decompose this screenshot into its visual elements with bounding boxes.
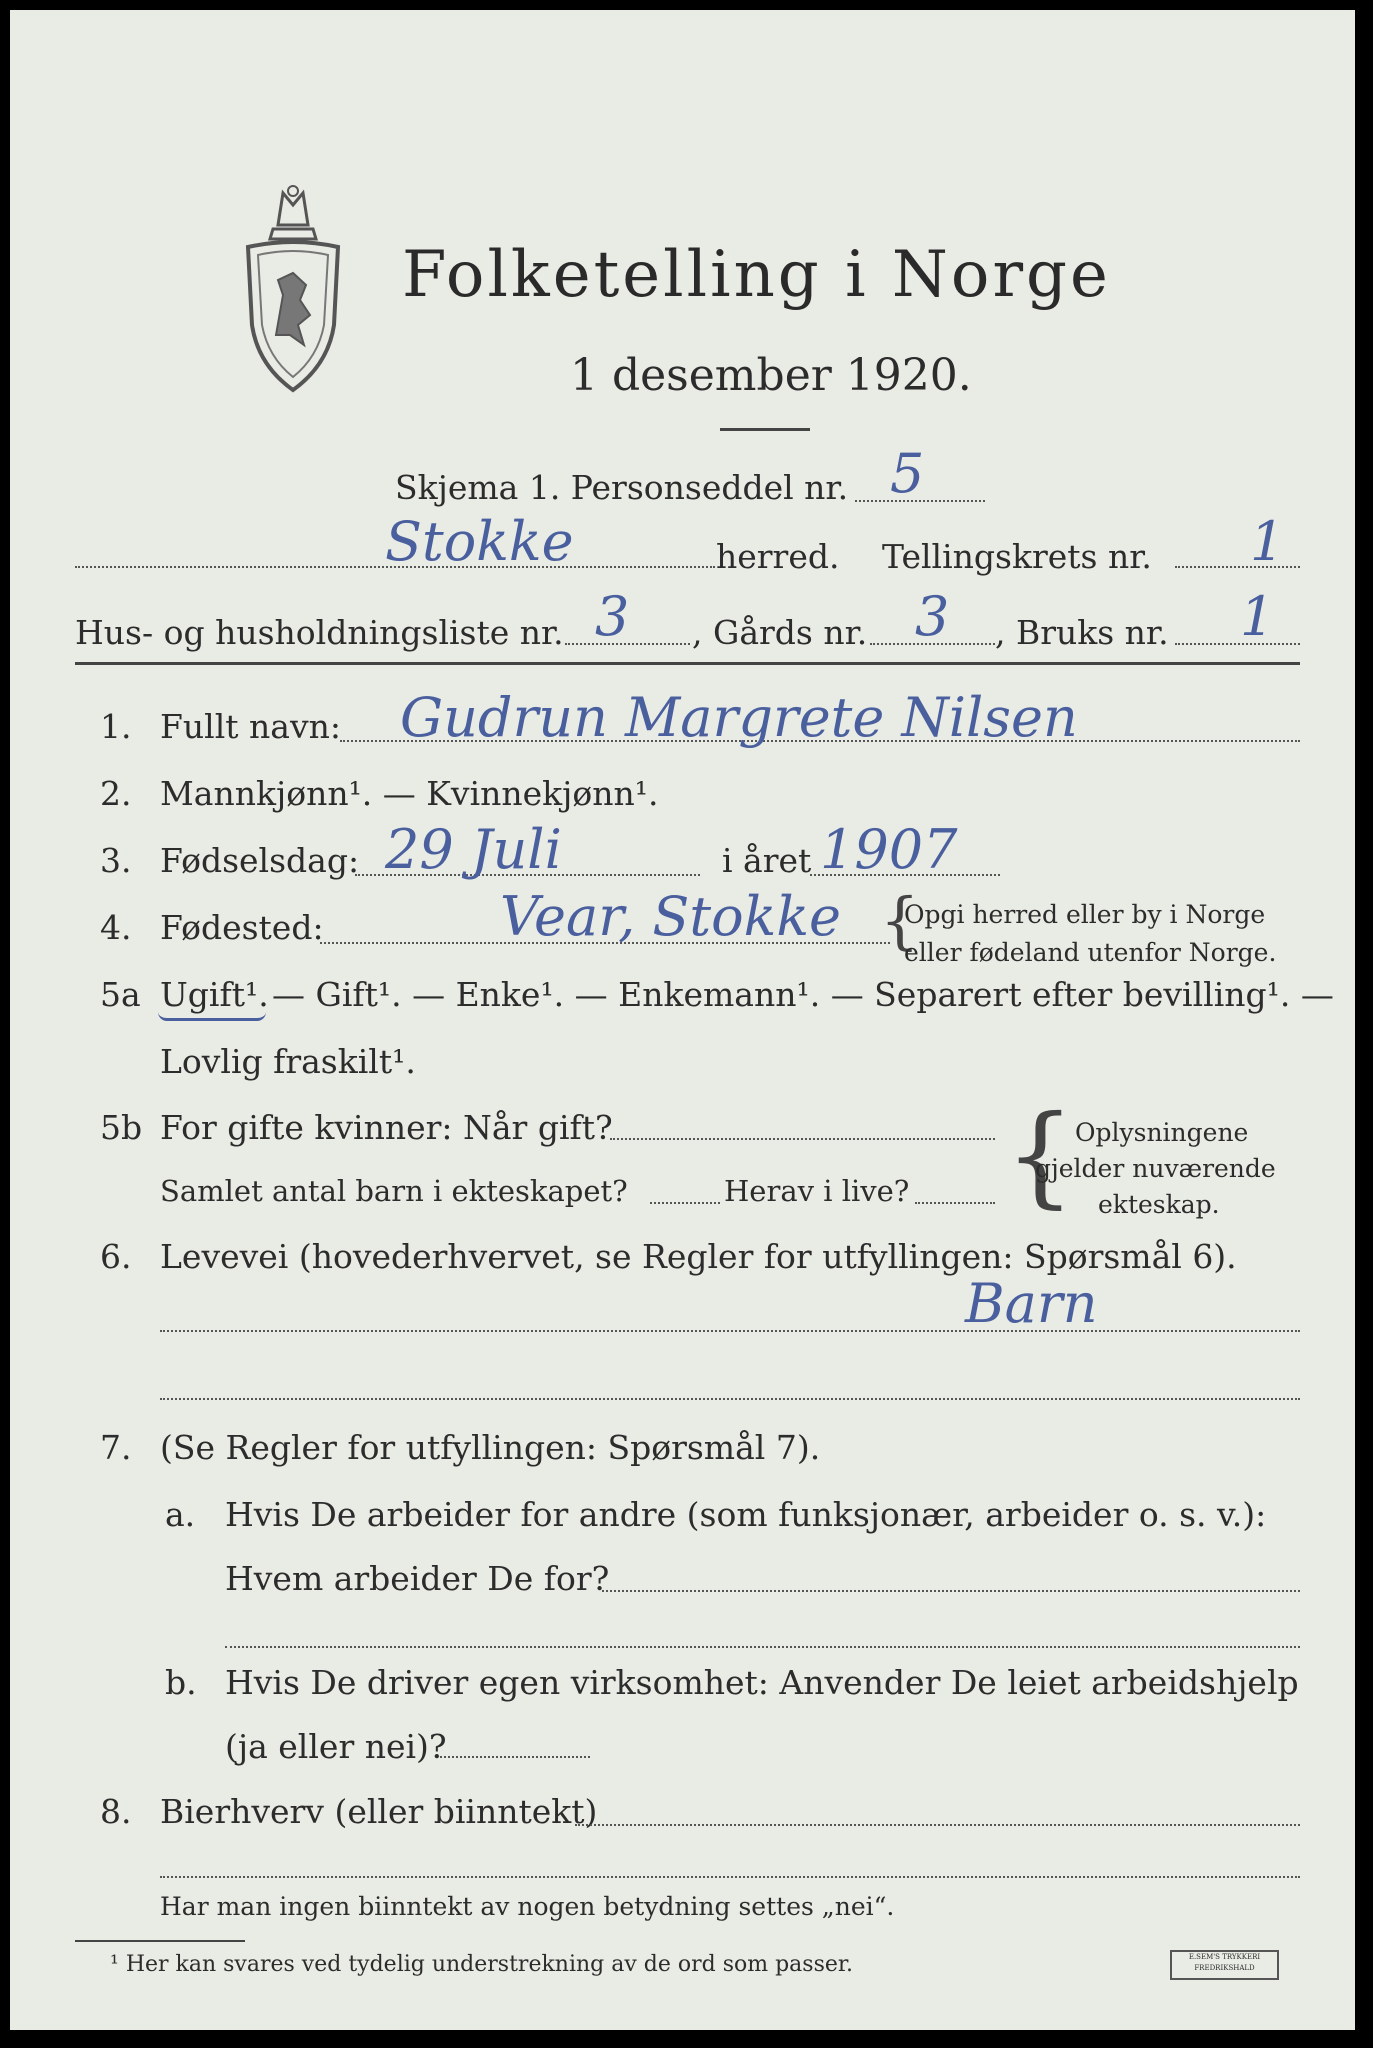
q5b-children-label: Samlet antal barn i ekteskapet? (160, 1174, 628, 1208)
selection-underline (158, 1012, 266, 1021)
q5b-note-line2: gjelder nuværende (1035, 1154, 1276, 1183)
q4-number: 4. (100, 908, 132, 947)
q5b-note-line1: Oplysningene (1075, 1118, 1249, 1147)
q7b-line1: Hvis De driver egen virksomhet: Anvender De leiet arbeidshjelp (225, 1663, 1299, 1702)
bruks-nr-value: 1 (1240, 585, 1275, 648)
schema-label: Skjema 1. Personseddel nr. (395, 468, 849, 507)
q7a-line1: Hvis De arbeider for andre (som funksjonær, arbeider o. s. v.): (225, 1495, 1267, 1534)
q3-year-label: i året (722, 841, 812, 880)
q7b-line2: (ja eller nei)? (225, 1727, 447, 1766)
q5b-married-line (610, 1138, 995, 1140)
header-divider (75, 662, 1300, 665)
q7a-letter: a. (165, 1495, 196, 1534)
herred-label: herred. (716, 537, 840, 576)
q5b-alive-line (915, 1202, 995, 1204)
q5b-children-line (650, 1202, 720, 1204)
norwegian-coat-of-arms-icon (238, 185, 348, 395)
q6-number: 6. (100, 1237, 132, 1276)
q5b-brace: { (1005, 1091, 1075, 1219)
q1-number: 1. (100, 707, 132, 746)
q8-number: 8. (100, 1792, 132, 1831)
q8-extra-line (160, 1876, 1300, 1878)
q3-label: Fødselsdag: (160, 841, 360, 880)
form-title: Folketelling i Norge (402, 238, 1111, 312)
birth-year-value: 1907 (820, 818, 958, 881)
q8-line (575, 1824, 1300, 1826)
marital-status-options: — Gift¹. — Enke¹. — Enkemann¹. — Separert efter bevilling¹. — (272, 975, 1334, 1014)
q4-brace: { (880, 884, 920, 957)
occupation-value: Barn (965, 1272, 1098, 1335)
census-form (10, 10, 1355, 2030)
q6-label: Levevei (hovederhvervet, se Regler for utfyllingen: Spørsmål 6). (160, 1237, 1237, 1276)
birthplace-value: Vear, Stokke (500, 885, 842, 948)
q5a-number: 5a (100, 975, 141, 1014)
q7a-line2: Hvem arbeider De for? (225, 1559, 610, 1598)
q4-label: Fødested: (160, 908, 324, 947)
q7-number: 7. (100, 1428, 132, 1467)
q7b-line (440, 1756, 590, 1758)
q6-line2 (160, 1398, 1300, 1400)
q1-label: Fullt navn: (160, 707, 341, 746)
footnote-divider (75, 1940, 245, 1942)
full-name-value: Gudrun Margrete Nilsen (400, 686, 1078, 749)
q7-label: (Se Regler for utfyllingen: Spørsmål 7). (160, 1428, 821, 1467)
q3-number: 3. (100, 841, 132, 880)
q4-note-line2: eller fødeland utenfor Norge. (904, 938, 1277, 967)
q5b-married-label: For gifte kvinner: Når gift? (160, 1108, 613, 1147)
q8-label: Bierhverv (eller biinntekt) (160, 1792, 598, 1831)
tellingskrets-label: Tellingskrets nr. (882, 537, 1152, 576)
q5b-alive-label: Herav i live? (724, 1174, 910, 1208)
birth-day-value: 29 Juli (385, 818, 562, 881)
husliste-nr-value: 3 (595, 585, 630, 648)
tellingskrets-nr-value: 1 (1250, 510, 1285, 573)
herred-value: Stokke (385, 510, 574, 573)
bruks-line (1175, 643, 1300, 645)
gender-options: Mannkjønn¹. — Kvinnekjønn¹. (160, 774, 659, 813)
q7b-letter: b. (165, 1663, 197, 1702)
q5b-number: 5b (100, 1108, 143, 1147)
q7a-employer-line (602, 1590, 1300, 1592)
q7a-extra-line (225, 1646, 1300, 1648)
bruks-label: , Bruks nr. (995, 613, 1169, 652)
footer-note: Har man ingen biinntekt av nogen betydning settes „nei“. (160, 1892, 895, 1921)
title-divider (720, 428, 810, 431)
census-date: 1 desember 1920. (570, 350, 972, 401)
gards-label: , Gårds nr. (692, 613, 868, 652)
gards-nr-value: 3 (915, 585, 950, 648)
q4-note-line1: Opgi herred eller by i Norge (904, 900, 1266, 929)
husliste-label: Hus- og husholdningsliste nr. (75, 613, 564, 652)
q5b-note-line3: ekteskap. (1098, 1190, 1220, 1219)
q2-number: 2. (100, 774, 132, 813)
q6-line1 (160, 1330, 1300, 1332)
marital-status-divorced: Lovlig fraskilt¹. (160, 1042, 416, 1081)
footnote: ¹ Her kan svares ved tydelig understrekning av de ord som passer. (110, 1952, 853, 1977)
personseddel-nr-value: 5 (890, 442, 925, 505)
marital-status-selected: Ugift¹. (160, 975, 269, 1014)
printer-stamp: E.SEM'S TRYKKERI FREDRIKSHALD (1170, 1950, 1279, 1980)
